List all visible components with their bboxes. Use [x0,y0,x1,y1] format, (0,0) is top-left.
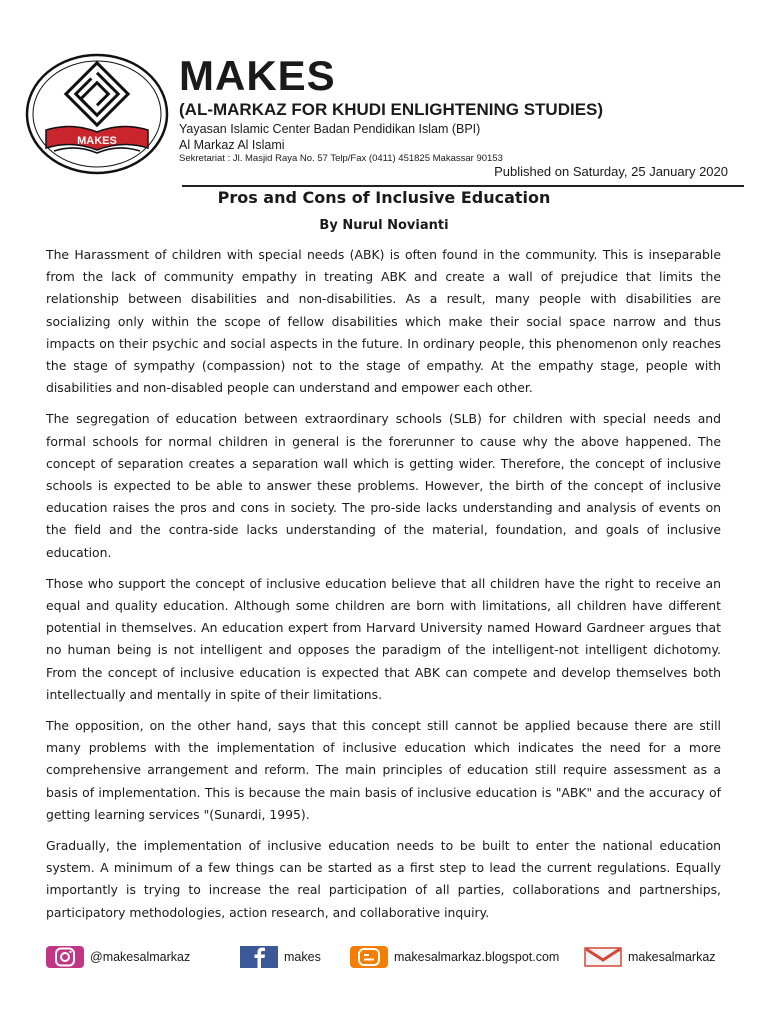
gmail-icon [584,946,622,968]
gmail-link[interactable] [584,944,716,970]
center-line: Al Markaz Al Islami [179,138,285,152]
org-name: MAKES [179,52,336,99]
paragraph: The segregation of education between extraordinary schools (SLB) for children with special needs and formal schools for normal children in general is the forerunner to cause why the above happened. The concept of separation creates a separation wall which is getting wider. Therefore, the concept of inclusive schools is expected to be able to answer these problems. However, the birth of the concept of inclusive education raises the pros and cons in society. The pro-side lacks understanding and analysis of events on the field and the contra-side lacks understanding of the material, foundation, and goals of inclusive education. [46,411,721,560]
makes-logo [24,52,170,176]
address-line: Sekretariat : Jl. Masjid Raya No. 57 Telp/Fax (0411) 451825 Makassar 90153 [179,153,503,164]
article-body [46,244,721,933]
paragraph: Those who support the concept of inclusive education believe that all children have the right to receive an equal and quality education. Although some children are born with limitations, all children have different potential in themselves. An education expert from Harvard University named Howard Gardneer argues that no human being is not intelligent and opposes the paradigm of the intelligent-not intelligent dichotomy. From the concept of inclusive education is expected that ABK can compete and develop themselves both intellectually and mentally in spite of their limitations. [46,575,721,702]
paragraph: The opposition, on the other hand, says that this concept still cannot be applied because there are still many problems with the implementation of inclusive education which indicates the need for a more comprehensive arrangement and reform. The main principles of education still require assessment as a basis of implementation. This is because the main basis of inclusive education is "ABK" and the accuracy of getting learning services "(Sunardi, 1995). [46,718,721,822]
org-fullname: (AL-MARKAZ FOR KHUDI ENLIGHTENING STUDIES) [179,100,604,119]
article-title: Pros and Cons of Inclusive Education [217,188,551,207]
gmail-handle: makesalmarkaz [628,950,716,964]
instagram-link[interactable] [46,944,190,970]
social-footer [44,944,744,970]
paragraph: Gradually, the implementation of inclusive education needs to be built to enter the national education system. A minimum of a few things can be started as a first step to lead the current regulations. Equally importantly is trying to increase the real participation of all parties, collaborations and partnerships, participatory methodologies, action research, and collaborative inquiry. [46,838,721,920]
instagram-icon [46,946,84,968]
foundation-line: Yayasan Islamic Center Badan Pendidikan Islam (BPI) [179,122,481,136]
logo-emblem-icon [24,52,170,176]
facebook-link[interactable] [240,944,321,970]
blogger-link[interactable] [350,944,559,970]
logo-text: MAKES [77,135,117,147]
published-date: Published on Saturday, 25 January 2020 [494,164,728,179]
paragraph: The Harassment of children with special needs (ABK) is often found in the community. This is inseparable from the lack of community empathy in treating ABK and create a wall of prejudice that limits the relationship between disabilities and non-disabilities. As a result, many people with disabilities are socializing only within the scope of fellow disabilities which make their social space narrow and thus impacts on their psychic and social aspects in the future. In ordinary people, this phenomenon only reaches the stage of sympathy (compassion) not to the stage of empathy. At the empathy stage, people with disabilities and non-disabled people can understand and empower each other. [46,247,721,396]
blogger-icon [350,946,388,968]
facebook-handle: makes [284,950,321,964]
blogger-url: makesalmarkaz.blogspot.com [394,950,560,964]
article-author: By Nurul Novianti [319,218,449,233]
instagram-handle: @makesalmarkaz [90,950,191,964]
facebook-icon [240,946,278,968]
